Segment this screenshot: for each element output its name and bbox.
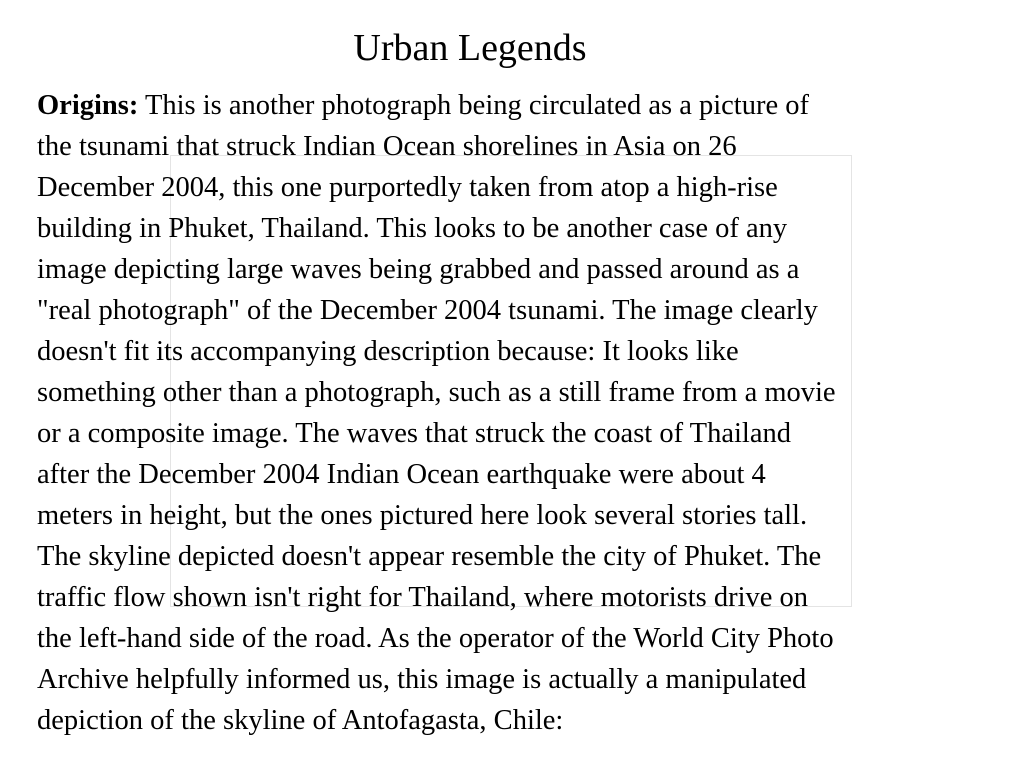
slide-title: Urban Legends xyxy=(353,27,587,69)
origins-label: Origins: xyxy=(37,90,139,121)
slide-body xyxy=(37,85,1007,741)
body-paragraph: This is another photograph being circulated as a picture of the tsunami that struck Indian Ocean shorelines in Asia on 26 December 2004, this one purportedly taken from atop a high-rise building in Phuket, Thailand. This looks to be another case of any image depicting large waves being grabbed and passed around as a "real photograph" of the December 2004 tsunami. The image clearly doesn't fit its accompanying description because: It looks like something other than a photograph, such as a still frame from a movie or a composite image. The waves that struck the coast of Thailand after the December 2004 Indian Ocean earthquake were about 4 meters in height, but the ones pictured here look several stories tall. The skyline depicted doesn't appear resemble the city of Phuket. The traffic flow shown isn't right for Thailand, where motorists drive on the left-hand side of the road. As the operator of the World City Photo Archive helpfully informed us, this image is actually a manipulated depiction of the skyline of Antofagasta, Chile: xyxy=(37,90,836,736)
